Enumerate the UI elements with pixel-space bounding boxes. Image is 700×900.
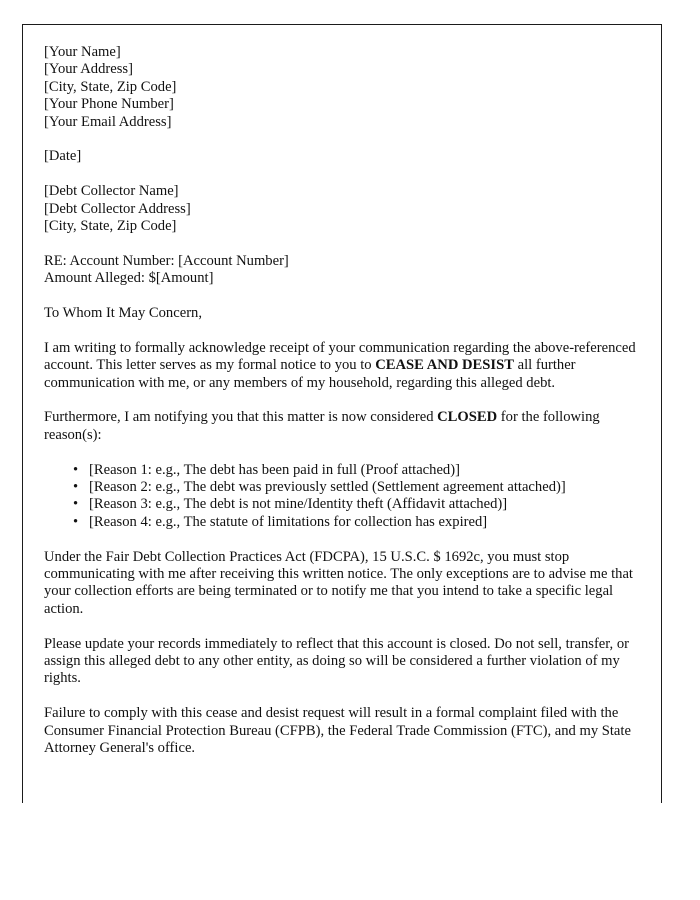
recipient-address-line: [Debt Collector Address] [44,200,191,217]
sender-phone-line: [Your Phone Number] [44,96,174,113]
closed-emphasis: CLOSED [437,409,498,426]
recipient-address-block [44,183,647,235]
account-number-line: RE: Account Number: [Account Number] [44,252,289,269]
recipient-name-line: [Debt Collector Name] [44,183,179,200]
letter-body [44,44,647,758]
paragraph-failure-to-comply: Failure to comply with this cease and desist request will result in a formal complaint filed with the Consumer Financial Protection Bureau (CFPB), the Federal Trade Commission (FTC), and my State Attorney General's office. [44,705,631,757]
spacer [44,531,647,548]
reason-text: [Reason 1: e.g., The debt has been paid in full (Proof attached)] [89,461,460,478]
list-item [44,496,647,513]
date-line: [Date] [44,148,82,165]
date-block [44,148,647,165]
paragraph-1-text-part-1: I am writing to formally acknowledge receipt of your communication regarding the above-referenced account. This letter serves as my formal notice to you to [44,339,636,374]
paragraph-2-text-part-2: for the following reason(s): [44,409,600,443]
sender-name-line: [Your Name] [44,44,121,60]
bullet-icon: • [73,496,79,513]
paragraph-matter-closed [44,409,647,444]
reason-text: [Reason 2: e.g., The debt was previously settled (Settlement agreement attached)] [89,479,566,496]
bullet-icon: • [73,479,79,496]
amount-alleged-line: Amount Alleged: $[Amount] [44,270,214,287]
reasons-list [44,462,647,532]
subject-block [44,253,647,288]
spacer [44,688,647,705]
spacer [44,618,647,635]
paragraph-cease-and-desist [44,340,647,392]
recipient-city-state-zip-line: [City, State, Zip Code] [44,218,177,235]
bullet-icon: • [73,513,79,530]
list-item [44,462,647,479]
paragraph-2-text-part-1: Furthermore, I am notifying you that this matter is now considered [44,409,438,426]
sender-city-state-zip-line: [City, State, Zip Code] [44,78,177,95]
spacer [44,288,647,305]
cease-and-desist-emphasis: CEASE AND DESIST [375,357,514,374]
spacer [44,392,647,409]
sender-email-line: [Your Email Address] [44,113,172,130]
bullet-icon: • [73,461,79,478]
letter-page [22,24,662,803]
sender-address-line: [Your Address] [44,61,133,78]
spacer [44,444,647,461]
reason-text: [Reason 4: e.g., The statute of limitations for collection has expired] [89,513,488,530]
sender-address-block [44,44,647,131]
spacer [44,322,647,339]
spacer [44,235,647,252]
salutation-block [44,305,647,322]
reason-text: [Reason 3: e.g., The debt is not mine/Identity theft (Affidavit attached)] [89,496,508,513]
paragraph-1-text-part-2: all further communication with me, or any members of my household, regarding this alleged debt. [44,357,576,391]
paragraph-fdcpa-citation: Under the Fair Debt Collection Practices Act (FDCPA), 15 U.S.C. $ 1692c, you must stop communicating with me after receiving this written notice. The only exceptions are to advise me that your collection efforts are being terminated or to notify me that you intend to take a specific legal action. [44,548,633,617]
spacer [44,131,647,148]
spacer [44,166,647,183]
list-item [44,479,647,496]
paragraph-update-records: Please update your records immediately to reflect that this account is closed. Do not sell, transfer, or assign this alleged debt to any other entity, as doing so will be considered a further violation of my rights. [44,635,630,687]
list-item [44,514,647,531]
salutation-line: To Whom It May Concern, [44,305,202,322]
